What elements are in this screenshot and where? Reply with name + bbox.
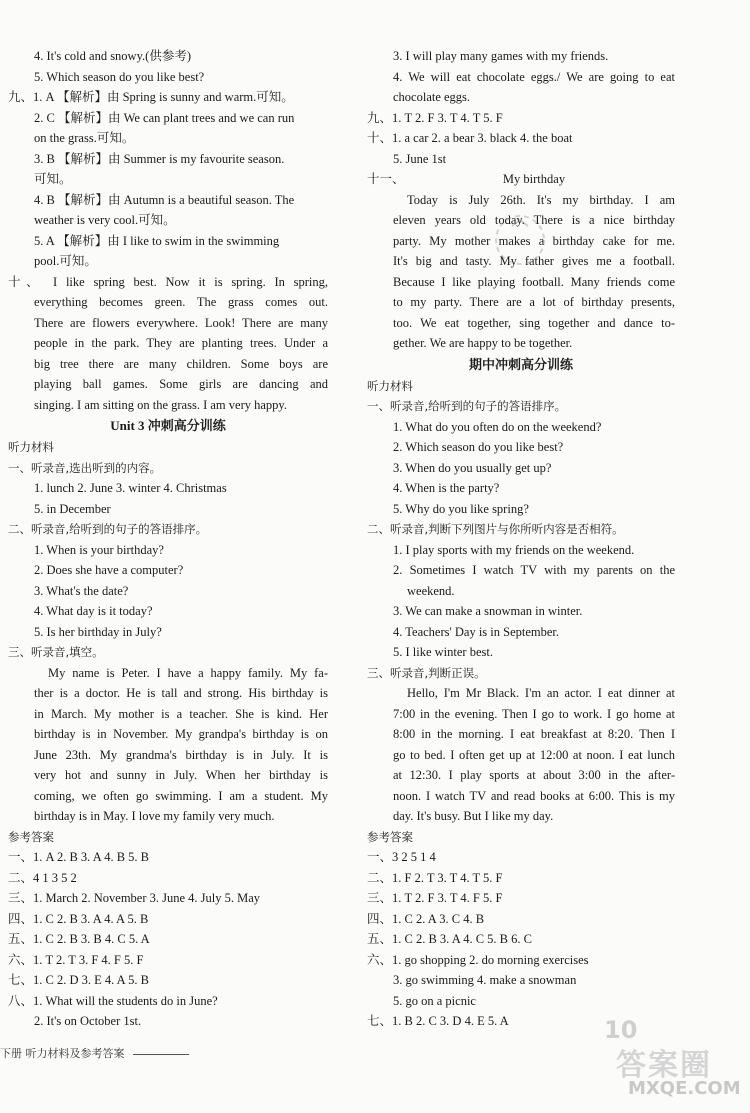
watermark (616, 1040, 742, 1106)
text-line: day. It's busy. But I like my day. (393, 809, 554, 823)
stamp-mark-icon (490, 210, 550, 270)
section-label: 一、听录音,给听到的句子的答语排序。 (367, 399, 567, 413)
text-line: 九、1. A 【解析】由 Spring is sunny and warm.可知。 (8, 90, 294, 104)
text-line: 2. Which season do you like best? (393, 440, 564, 454)
essay-title: My birthday (502, 172, 566, 186)
text-line: everything becomes green. The grass comes out. (34, 295, 328, 309)
answer-line: 四、1. C 2. A 3. C 4. B (367, 911, 485, 926)
answer-line: 八、1. What will the students do in June? (8, 993, 218, 1008)
text-line: 1. I play sports with my friends on the weekend. (393, 542, 635, 557)
section-title: 期中冲刺高分训练 (468, 356, 573, 372)
text-line: go to bed. I often get up at 12:00 at noon. I eat lunch (393, 747, 675, 762)
answer-line: 六、1. go shopping 2. do morning exercises (367, 952, 589, 967)
footer-text: 下册 听力材料及参考答案 (0, 1047, 125, 1060)
text-line: Hello, I'm Mr Black. I'm an actor. I eat dinner at (407, 686, 675, 700)
section-label: 三、听录音,判断正误。 (367, 665, 486, 680)
text-line: 十、 I like spring best. Now it is spring. In spring, (8, 274, 328, 289)
text-line: too. We eat together, sing together and dance to- (393, 315, 675, 330)
text-line: 3. What's the date? (34, 583, 129, 598)
text-line: 1. lunch 2. June 3. winter 4. Christmas (34, 481, 227, 495)
text-line: There are flowers everywhere. Look! There are many (34, 315, 328, 330)
section-title: Unit 3 冲刺高分训练 (110, 418, 226, 433)
text-line: 5. I like winter best. (393, 645, 493, 659)
text-line: 4. We will eat chocolate eggs./ We are going to eat (393, 69, 675, 84)
answer-line: 一、3 2 5 1 4 (367, 850, 436, 864)
section-label: 一、听录音,选出听到的内容。 (8, 460, 162, 475)
text-line: 3. B 【解析】由 Summer is my favourite season. (34, 151, 285, 166)
text-line: 5. Which season do you like best? (34, 69, 205, 84)
answer-line: 五、1. C 2. B 3. A 4. C 5. B 6. C (367, 932, 532, 946)
answer-line: 三、1. T 2. F 3. T 4. F 5. F (367, 891, 503, 905)
text-line: to my party. There are a lot of birthday presents, (393, 295, 675, 309)
right-column (367, 46, 675, 1032)
section-label: 二、听录音,给听到的句子的答语排序。 (8, 522, 208, 536)
text-line: It's big and tasty. My father gives me a football. (393, 254, 675, 268)
text-line: in March. My mother is a teacher. She is kind. Her (34, 706, 328, 721)
text-line: playing ball games. Some girls are dancing and (34, 377, 328, 391)
essay-header (367, 169, 675, 190)
answer-line: 5. June 1st (393, 151, 447, 166)
section-label: 听力材料 (367, 378, 413, 393)
text-line: 可知。 (34, 172, 72, 186)
text-line: Today is July 26th. It's my birthday. I am (407, 192, 675, 207)
text-line: big tree there are many children. Some boys are (34, 356, 328, 371)
text-line: 5. Is her birthday in July? (34, 624, 162, 639)
section-label: 二、听录音,判断下列图片与你所听内容是否相符。 (367, 522, 624, 536)
section-label: 参考答案 (8, 829, 54, 844)
footer-rule (133, 1054, 189, 1055)
section-number: 十一、 (367, 172, 405, 186)
watermark-url: MXQE.COM (628, 1078, 741, 1099)
answer-line: 2. It's on October 1st. (34, 1014, 142, 1028)
text-line: ther is a doctor. He is tall and strong. His birthday is (34, 686, 328, 700)
section-label: 参考答案 (367, 829, 413, 844)
text-line: 4. What day is it today? (34, 604, 153, 618)
answer-line: 六、1. T 2. T 3. F 4. F 5. F (8, 952, 144, 967)
text-line: 8:00 in the morning. I eat breakfast at 8:20. Then I (393, 727, 675, 741)
watermark-logo-text: 答案圈 (616, 1048, 712, 1083)
text-line: 2. C 【解析】由 We can plant trees and we can run (34, 110, 295, 125)
answer-line: 七、1. C 2. D 3. E 4. A 5. B (8, 973, 149, 987)
section-label: 听力材料 (8, 440, 54, 454)
text-line: noon. I watch TV and read books at 6:00. This is my (393, 788, 675, 803)
section-label: 三、听录音,填空。 (8, 645, 104, 659)
text-line: eleven years old today. There is a nice birthday (393, 213, 675, 227)
text-line: 2. Does she have a computer? (34, 563, 184, 577)
text-line: pool.可知。 (34, 254, 97, 268)
text-line: 4. When is the party? (393, 481, 500, 495)
text-line: 3. I will play many games with my friends. (393, 49, 609, 63)
page-footer (0, 1044, 189, 1064)
text-line: chocolate eggs. (393, 90, 471, 104)
text-line: 4. B 【解析】由 Autumn is a beautiful season. The (34, 192, 295, 207)
text-line: weather is very cool.可知。 (34, 213, 176, 227)
text-line: very hot and sunny in July. When her birthday is (34, 768, 328, 782)
answer-line: 二、4 1 3 5 2 (8, 870, 77, 885)
text-line: 4. It's cold and snowy.(供参考) (34, 49, 191, 63)
text-line: 5. Why do you like spring? (393, 501, 529, 516)
text-line: gether. We are happy to be together. (393, 336, 573, 350)
text-line: 3. When do you usually get up? (393, 460, 552, 475)
text-line: birthday is in May. I love my family very much. (34, 809, 275, 823)
text-line: 5. A 【解析】由 I like to swim in the swimming (34, 233, 280, 248)
text-line: people in the park. They are planting trees. Under a (34, 336, 328, 350)
answer-line: 五、1. C 2. B 3. B 4. C 5. A (8, 932, 150, 946)
answer-line: 二、1. F 2. T 3. T 4. T 5. F (367, 870, 503, 885)
answer-line: 十、1. a car 2. a bear 3. black 4. the boat (367, 131, 573, 145)
text-line: 1. When is your birthday? (34, 542, 164, 557)
text-line: party. My mother makes a birthday cake for me. (393, 233, 675, 248)
text-line: 3. We can make a snowman in winter. (393, 604, 583, 618)
text-line: My name is Peter. I have a happy family. My fa- (48, 665, 328, 680)
answer-line: 一、1. A 2. B 3. A 4. B 5. B (8, 850, 149, 864)
answer-line: 四、1. C 2. B 3. A 4. A 5. B (8, 911, 149, 926)
text-line: singing. I am sitting on the grass. I am very happy. (34, 397, 287, 412)
text-line: 5. in December (34, 501, 111, 516)
answer-line: 九、1. T 2. F 3. T 4. T 5. F (367, 110, 503, 125)
left-column (8, 46, 328, 1032)
answer-line: 三、1. March 2. November 3. June 4. July 5. May (8, 891, 261, 905)
answer-line: 七、1. B 2. C 3. D 4. E 5. A (367, 1014, 509, 1028)
text-line: weekend. (407, 583, 455, 598)
page-number: 10 (604, 1016, 638, 1044)
text-line: 1. What do you often do on the weekend? (393, 419, 602, 434)
text-line: Because I like playing football. Many friends come (393, 274, 675, 289)
answer-line: 3. go swimming 4. make a snowman (393, 973, 577, 987)
text-line: June 23th. My grandma's birthday is in July. It is (34, 747, 328, 762)
text-line: 2. Sometimes I watch TV with my parents on the (393, 563, 675, 577)
text-line: 7:00 in the evening. Then I go to work. I go home at (393, 706, 675, 721)
answer-line: 5. go on a picnic (393, 993, 476, 1008)
text-line: coming, we often go swimming. I am a student. My (34, 788, 328, 803)
text-line: birthday is in November. My grandpa's birthday is on (34, 727, 328, 741)
text-line: on the grass.可知。 (34, 131, 135, 145)
text-line: 4. Teachers' Day is in September. (393, 624, 560, 639)
text-line: at 12:30. I play sports at about 3:00 in the after- (393, 768, 675, 782)
